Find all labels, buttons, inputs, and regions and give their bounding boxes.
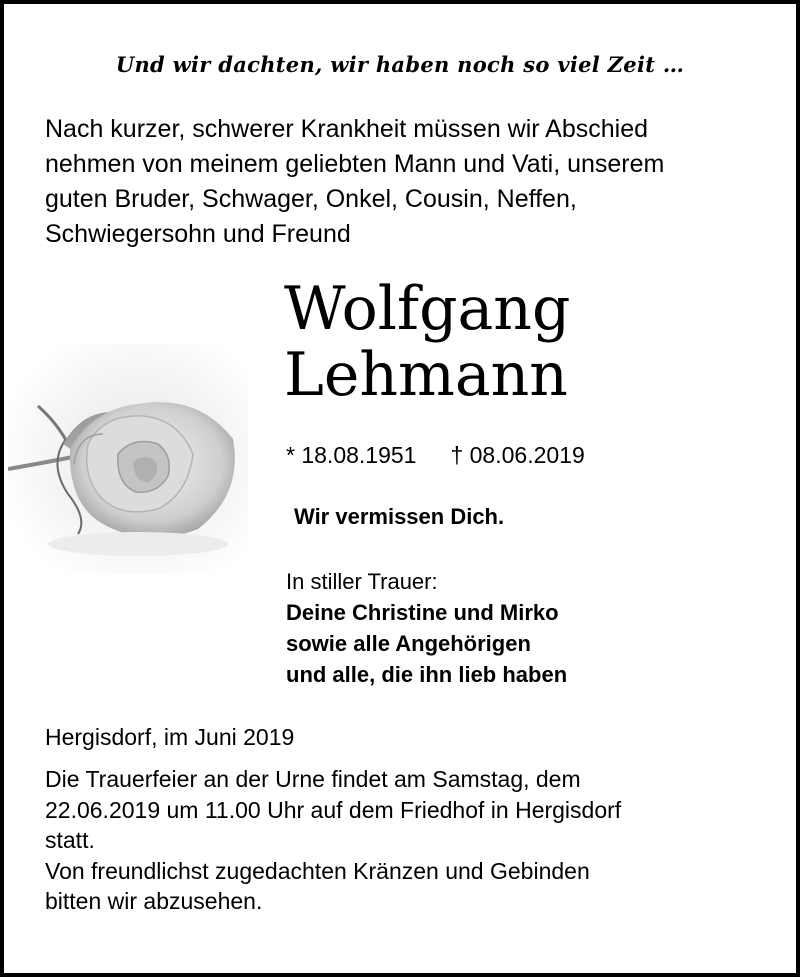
ceremony-line: Die Trauerfeier an der Urne findet am Samstag, dem <box>45 766 581 792</box>
ceremony-line: Von freundlichst zugedachten Kränzen und Gebinden <box>45 857 590 884</box>
deceased-name <box>284 276 570 408</box>
ceremony-line: bitten wir abzusehen. <box>45 888 263 914</box>
motto-heading: Und wir dachten, wir haben noch so viel Zeit … <box>115 52 685 77</box>
mourner-line: sowie alle Angehörigen <box>286 631 531 656</box>
farewell-line: Wir vermissen Dich. <box>294 504 505 529</box>
ceremony-line: 22.06.2019 um 11.00 Uhr auf dem Friedhof in Hergisdorf <box>45 796 622 823</box>
place-and-date: Hergisdorf, im Juni 2019 <box>45 724 295 750</box>
last-name: Lehmann <box>284 340 568 410</box>
ceremony-line: statt. <box>45 827 95 853</box>
ceremony-info <box>45 764 765 917</box>
mourners-intro: In stiller Trauer: <box>286 569 438 594</box>
first-name: Wolfgang <box>284 274 571 344</box>
intro-text <box>45 112 765 252</box>
mourners-block <box>286 566 567 690</box>
rose-image <box>8 344 248 574</box>
mourner-line: Deine Christine und Mirko <box>286 600 559 625</box>
intro-line: Schwiegersohn und Freund <box>45 220 351 248</box>
intro-line: Nach kurzer, schwerer Krankheit müssen wir Abschied <box>45 115 649 143</box>
intro-line: guten Bruder, Schwager, Onkel, Cousin, Neffen, <box>45 185 577 213</box>
intro-line: nehmen von meinem geliebten Mann und Vati, unserem <box>45 150 665 178</box>
mourner-line: und alle, die ihn lieb haben <box>286 662 568 687</box>
life-dates <box>286 442 585 469</box>
death-date: † 08.06.2019 <box>450 442 585 468</box>
birth-date: * 18.08.1951 <box>286 442 417 468</box>
